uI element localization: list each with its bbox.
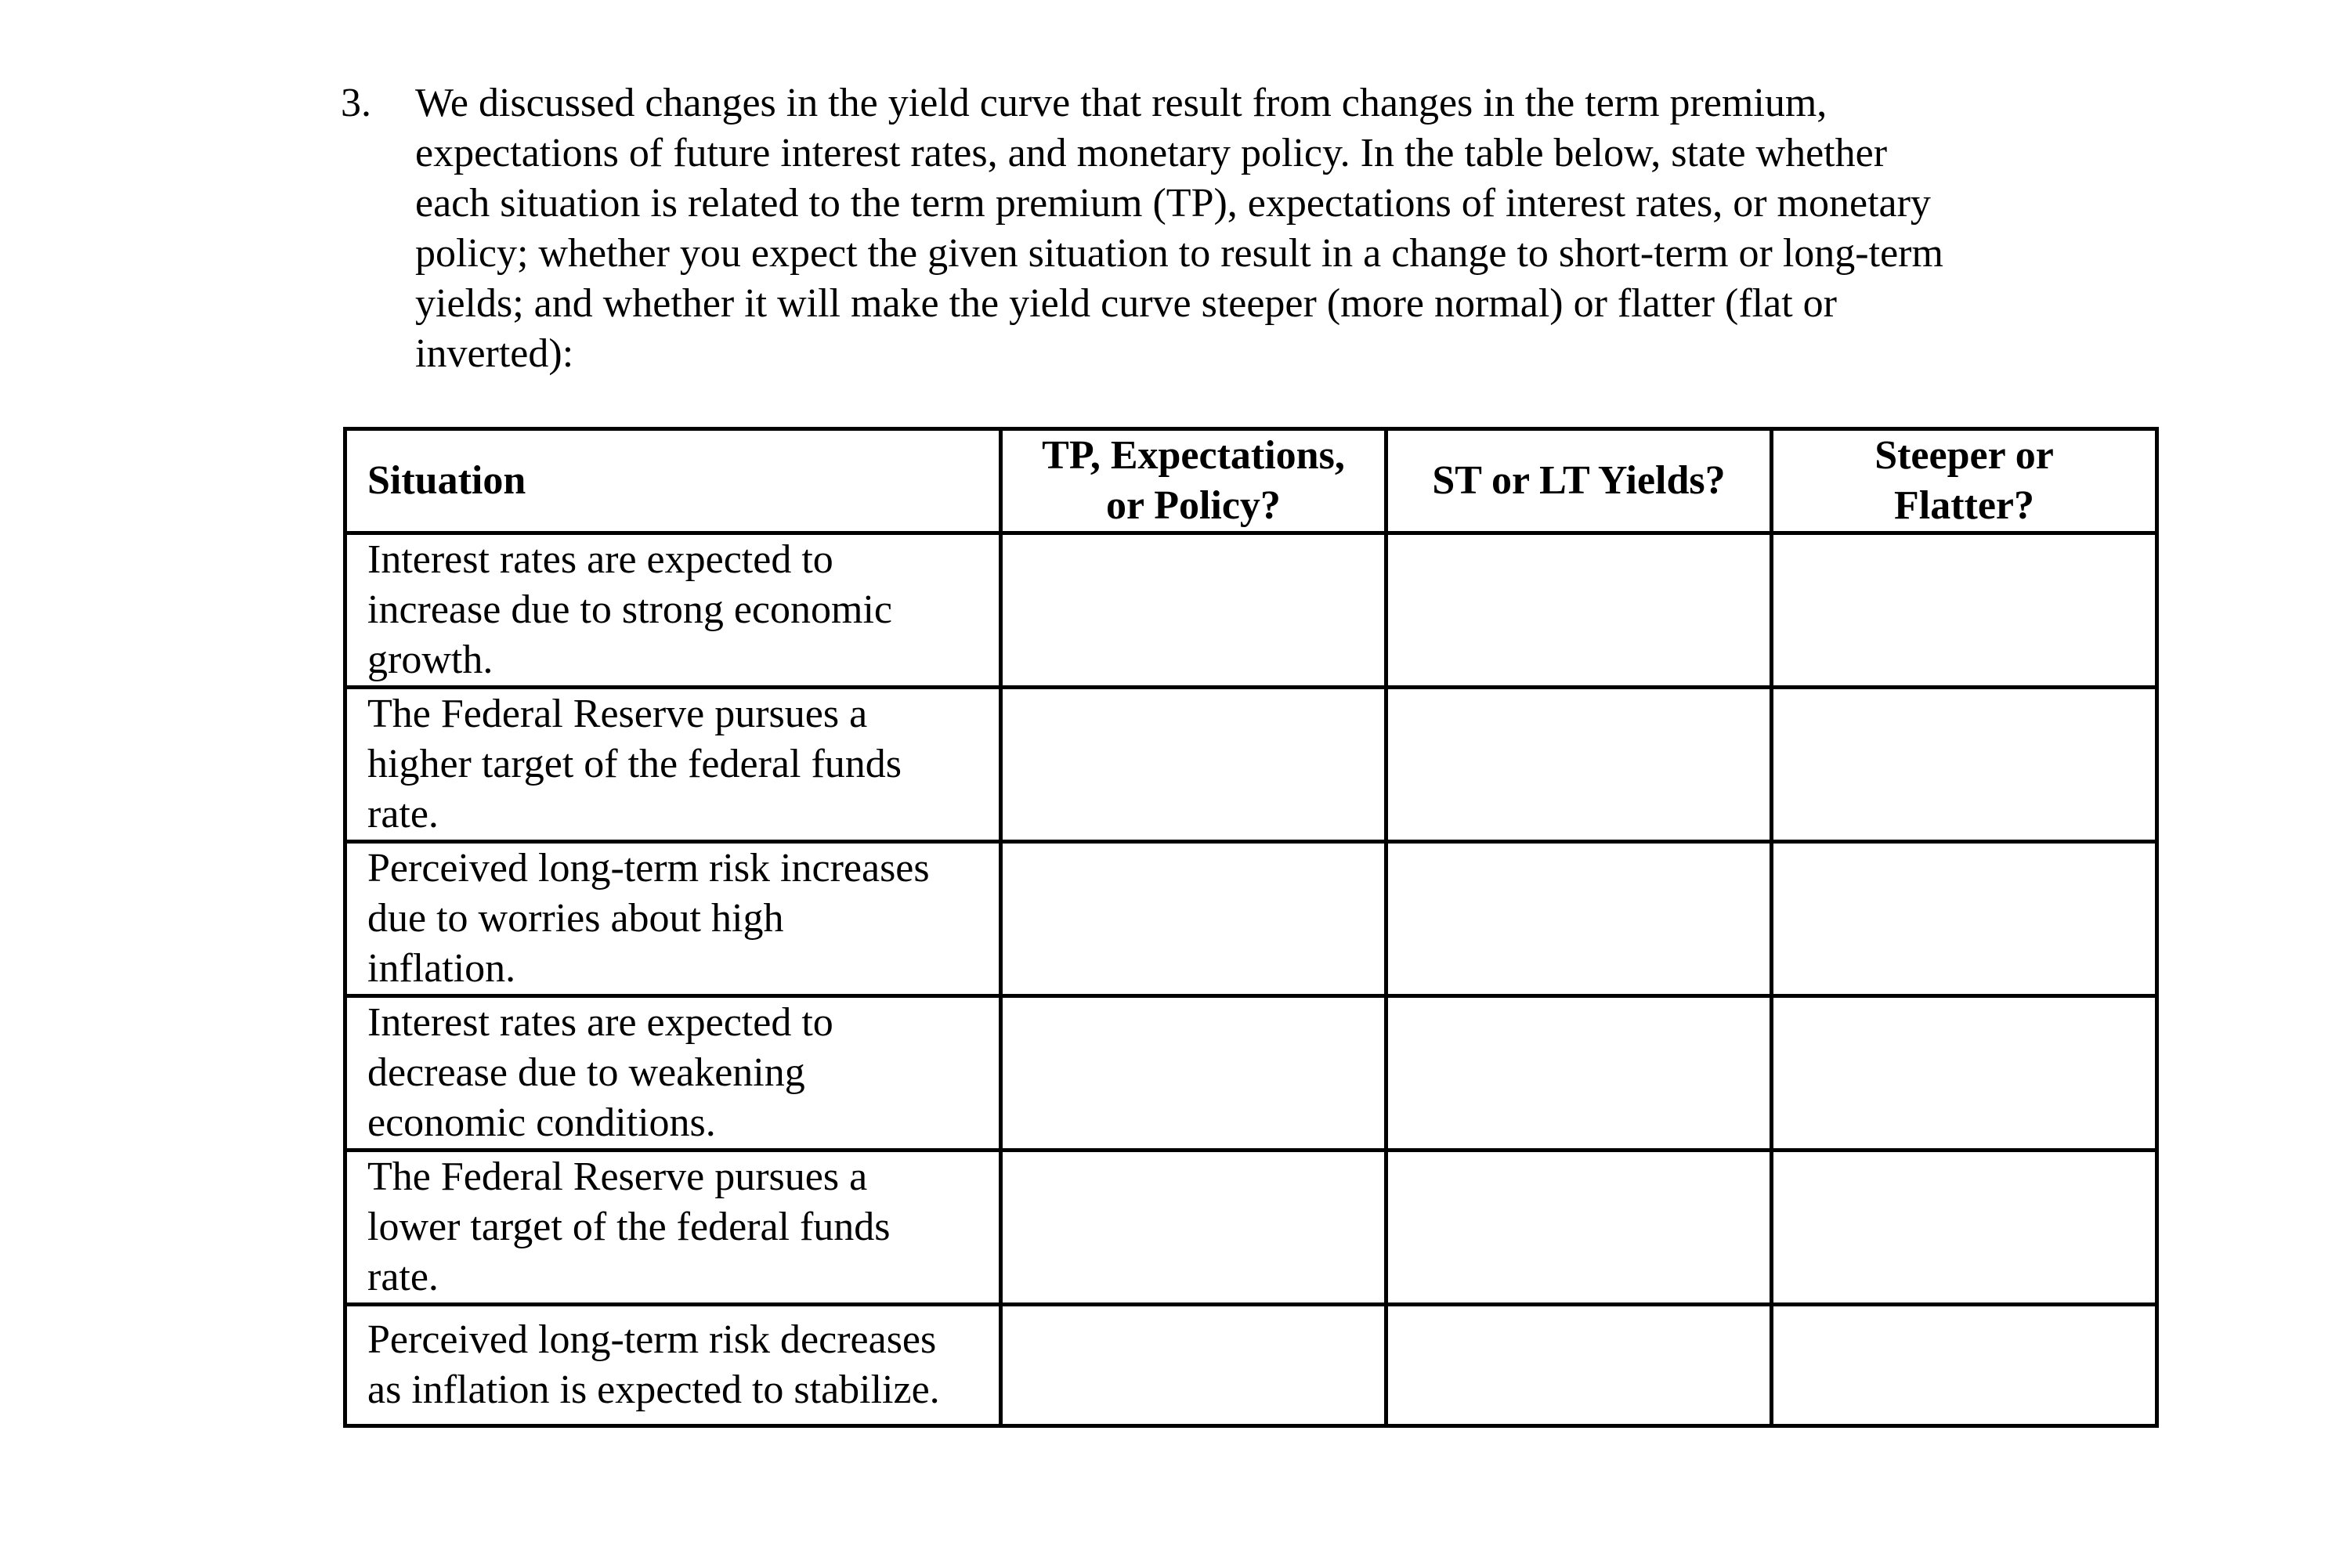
answer-cell-yields xyxy=(1386,842,1772,996)
header-steeper-label: Steeper or Flatter? xyxy=(1874,433,2054,528)
question-text: We discussed changes in the yield curve that result from changes in the term premium, expectations of future interest rates, and monetary policy. In the table below, state whether each situation is related to the term premium (TP), expectations of interest rates, or monetary policy; whether you expect the given situation to result in a change to short-term or long-term yields; and whether it will make the yield curve steeper (more normal) or flatter (flat or inverted): xyxy=(415,81,1943,376)
situation-cell: Perceived long-term risk increases due to worries about high inflation. xyxy=(345,842,1001,996)
answer-cell-tp xyxy=(1001,842,1386,996)
answer-cell-yields xyxy=(1386,688,1772,842)
answer-cell-tp xyxy=(1001,1305,1386,1426)
answer-cell-yields xyxy=(1386,996,1772,1151)
answer-cell-steepness xyxy=(1772,996,2157,1151)
answer-cell-steepness xyxy=(1772,1151,2157,1305)
answer-cell-tp xyxy=(1001,533,1386,688)
situation-cell: The Federal Reserve pursues a higher target of the federal funds rate. xyxy=(345,688,1001,842)
table-header-row xyxy=(345,429,2157,533)
header-steeper-flatter xyxy=(1772,429,2157,533)
answer-cell-tp xyxy=(1001,1151,1386,1305)
question-number: 3. xyxy=(341,81,371,125)
answer-cell-tp xyxy=(1001,996,1386,1151)
answer-cell-yields xyxy=(1386,533,1772,688)
header-tp-expectations-policy xyxy=(1001,429,1386,533)
table-row xyxy=(345,533,2157,688)
table-row xyxy=(345,842,2157,996)
answer-cell-yields xyxy=(1386,1305,1772,1426)
table-row xyxy=(345,996,2157,1151)
table-row xyxy=(345,1151,2157,1305)
answer-cell-steepness xyxy=(1772,533,2157,688)
header-tp-label: TP, Expectations, or Policy? xyxy=(1042,433,1345,528)
answer-cell-tp xyxy=(1001,688,1386,842)
answer-cell-steepness xyxy=(1772,842,2157,996)
situations-table xyxy=(343,427,2159,1428)
answer-cell-steepness xyxy=(1772,688,2157,842)
situation-cell: Interest rates are expected to decrease due to weakening economic conditions. xyxy=(345,996,1001,1151)
header-situation xyxy=(345,429,1001,533)
header-st-lt-yields xyxy=(1386,429,1772,533)
table-row xyxy=(345,688,2157,842)
situation-cell: The Federal Reserve pursues a lower target of the federal funds rate. xyxy=(345,1151,1001,1305)
header-situation-label: Situation xyxy=(367,458,526,503)
question-block xyxy=(341,78,2095,379)
answer-cell-steepness xyxy=(1772,1305,2157,1426)
header-yields-label: ST or LT Yields? xyxy=(1432,458,1726,503)
table-row xyxy=(345,1305,2157,1426)
situation-cell: Perceived long-term risk decreases as inflation is expected to stabilize. xyxy=(345,1305,1001,1426)
situation-cell: Interest rates are expected to increase due to strong economic growth. xyxy=(345,533,1001,688)
answer-cell-yields xyxy=(1386,1151,1772,1305)
